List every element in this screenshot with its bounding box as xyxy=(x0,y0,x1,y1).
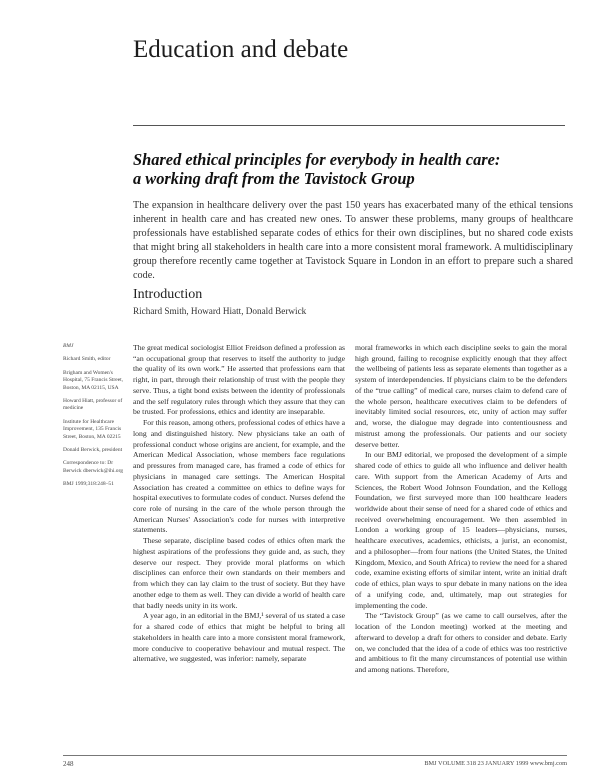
author-list: Richard Smith, Howard Hiatt, Donald Berwick xyxy=(133,306,307,316)
paragraph: For this reason, among others, professional codes of ethics have a long and distinguished history. New physicians take an oath of professional conduct whose origins are ancient, for example, and the American Medical Association, whose members face regulations and pressures from managed care, has framed a code of ethics for physicians in managed care settings. The American Hospital Association has created a committee on ethics to define ways for hospital executives to formulate codes of conduct. Nurses defend the core role of nursing in the care of the whole person through the American Nurses' Association's code for nurses with interpretive statements. xyxy=(133,418,345,535)
article-title-line-2: a working draft from the Tavistock Group xyxy=(133,169,415,188)
journal-footer: BMJ VOLUME 318 23 JANUARY 1999 www.bmj.com xyxy=(424,760,567,767)
page-number: 248 xyxy=(63,760,74,768)
paragraph: In our BMJ editorial, we proposed the development of a simple shared code of ethics to guide all who influence and deliver health care. With support from the American Academy of Arts and Sciences, the Robert Wood Johnson Foundation, and the Kellogg Foundation, we first surveyed more than 100 healthcare leaders worldwide about their sense of need for a shared code of ethics and received overwhelming encouragement. We then assembled in London a working group of 15 leaders—physicians, nurses, healthcare executives, academics, ethicists, a jurist, an economist, and a philosopher—from four nations (the United States, the United Kingdom, Mexico, and South Africa) to review the need for a shared code, examine existing efforts of similar intent, write an initial draft code of ethics, plan ways to spur debate in many nations on the idea of a unifying code, and, ultimately, map out strategies for implementing the code. xyxy=(355,450,567,610)
affiliation-berwick: Donald Berwick, president xyxy=(63,447,123,454)
author-affiliations xyxy=(63,343,127,495)
affiliation-journal: BMJ xyxy=(63,343,74,349)
affiliation-smith: Richard Smith, editor xyxy=(63,356,111,363)
standfirst: The expansion in healthcare delivery over the past 150 years has exacerbated many of the ethical tensions inherent in health care and has created new ones. To answer these problems, many groups of healthcare professionals have established separate codes of ethics for their own disciplines, but no shared code exists that might bring all stakeholders in health care into a more consistent moral framework. A multidisciplinary group therefore recently came together at Tavistock Square in London in an effort to prepare such a shared code. xyxy=(133,200,573,281)
paragraph: moral frameworks in which each discipline seeks to gain the moral high ground, failing to recognise explicitly enough that they affect the wellbeing of patients less as separate elements than together as a system of interdependencies. If physicians claim to be the defenders of the “true calling” of medical care, nurses claim to defend care of the whole person, healthcare executives claim to be defenders of inevitably limited social resources, etc, unity of action may suffer and, worse, the dialogue may degrade into contentiousness and mistrust among the professionals. Our patients and our society deserve better. xyxy=(355,343,567,449)
affiliation-ihi-address: Institute for Healthcare Improvement, 135 Francis Street, Boston, MA 02215 xyxy=(63,418,122,440)
article-title xyxy=(133,150,573,188)
affiliation-brigham-address: Brigham and Women's Hospital, 75 Francis Street, Boston, MA 02115, USA xyxy=(63,369,124,391)
body-column-left xyxy=(133,343,345,665)
affiliation-hiatt: Howard Hiatt, professor of medicine xyxy=(63,398,123,412)
intro-heading: Introduction xyxy=(133,287,203,302)
section-title: Education and debate xyxy=(133,36,349,63)
citation-note: BMJ 1999;318:248–51 xyxy=(63,481,114,488)
paragraph: These separate, discipline based codes of ethics often mark the highest aspirations of the professions they guide and, as such, they deserve our respect. They provide moral platforms on which disciplines can enforce their own standards on their members and from which they can lay claim to the trust of society. But they have another edge to them as well. They can divide a world of health care that badly needs unity in its work. xyxy=(133,536,345,610)
section-divider xyxy=(133,125,565,126)
body-column-right xyxy=(355,343,567,676)
paragraph: A year ago, in an editorial in the BMJ,¹ several of us stated a case for a shared code of ethics that might be helpful to bring all stakeholders in health care into a more consistent moral framework, more conducive to cooperative behaviour and mutual respect. The alternative, we suggested, was inferior: namely, separate xyxy=(133,611,345,664)
paragraph: The “Tavistock Group” (as we came to call ourselves, after the location of the London meeting) worked at the meeting and afterward to develop a draft for others to consider and debate. Early on, we concluded that the idea of a code of ethics was too restrictive and ambitious to fit the many circumstances of potential use within and among nations. Therefore, xyxy=(355,611,567,675)
article-title-line-1: Shared ethical principles for everybody in health care: xyxy=(133,150,501,169)
paragraph: The great medical sociologist Elliot Freidson defined a profession as “an occupational group that reserves to itself the authority to judge the quality of its own work.” He asserted that professions earn that right, in part, through their relationship of trust with the people they serve. Thus, a tight bond exists between the identity of professionals and the self regulatory rules through which they assure that they can be trusted. For professions, ethics and identity are inseparable. xyxy=(133,343,345,417)
footer-divider xyxy=(63,755,567,756)
correspondence-note: Correspondence to: Dr Berwick dberwick@ihi.org xyxy=(63,460,123,474)
